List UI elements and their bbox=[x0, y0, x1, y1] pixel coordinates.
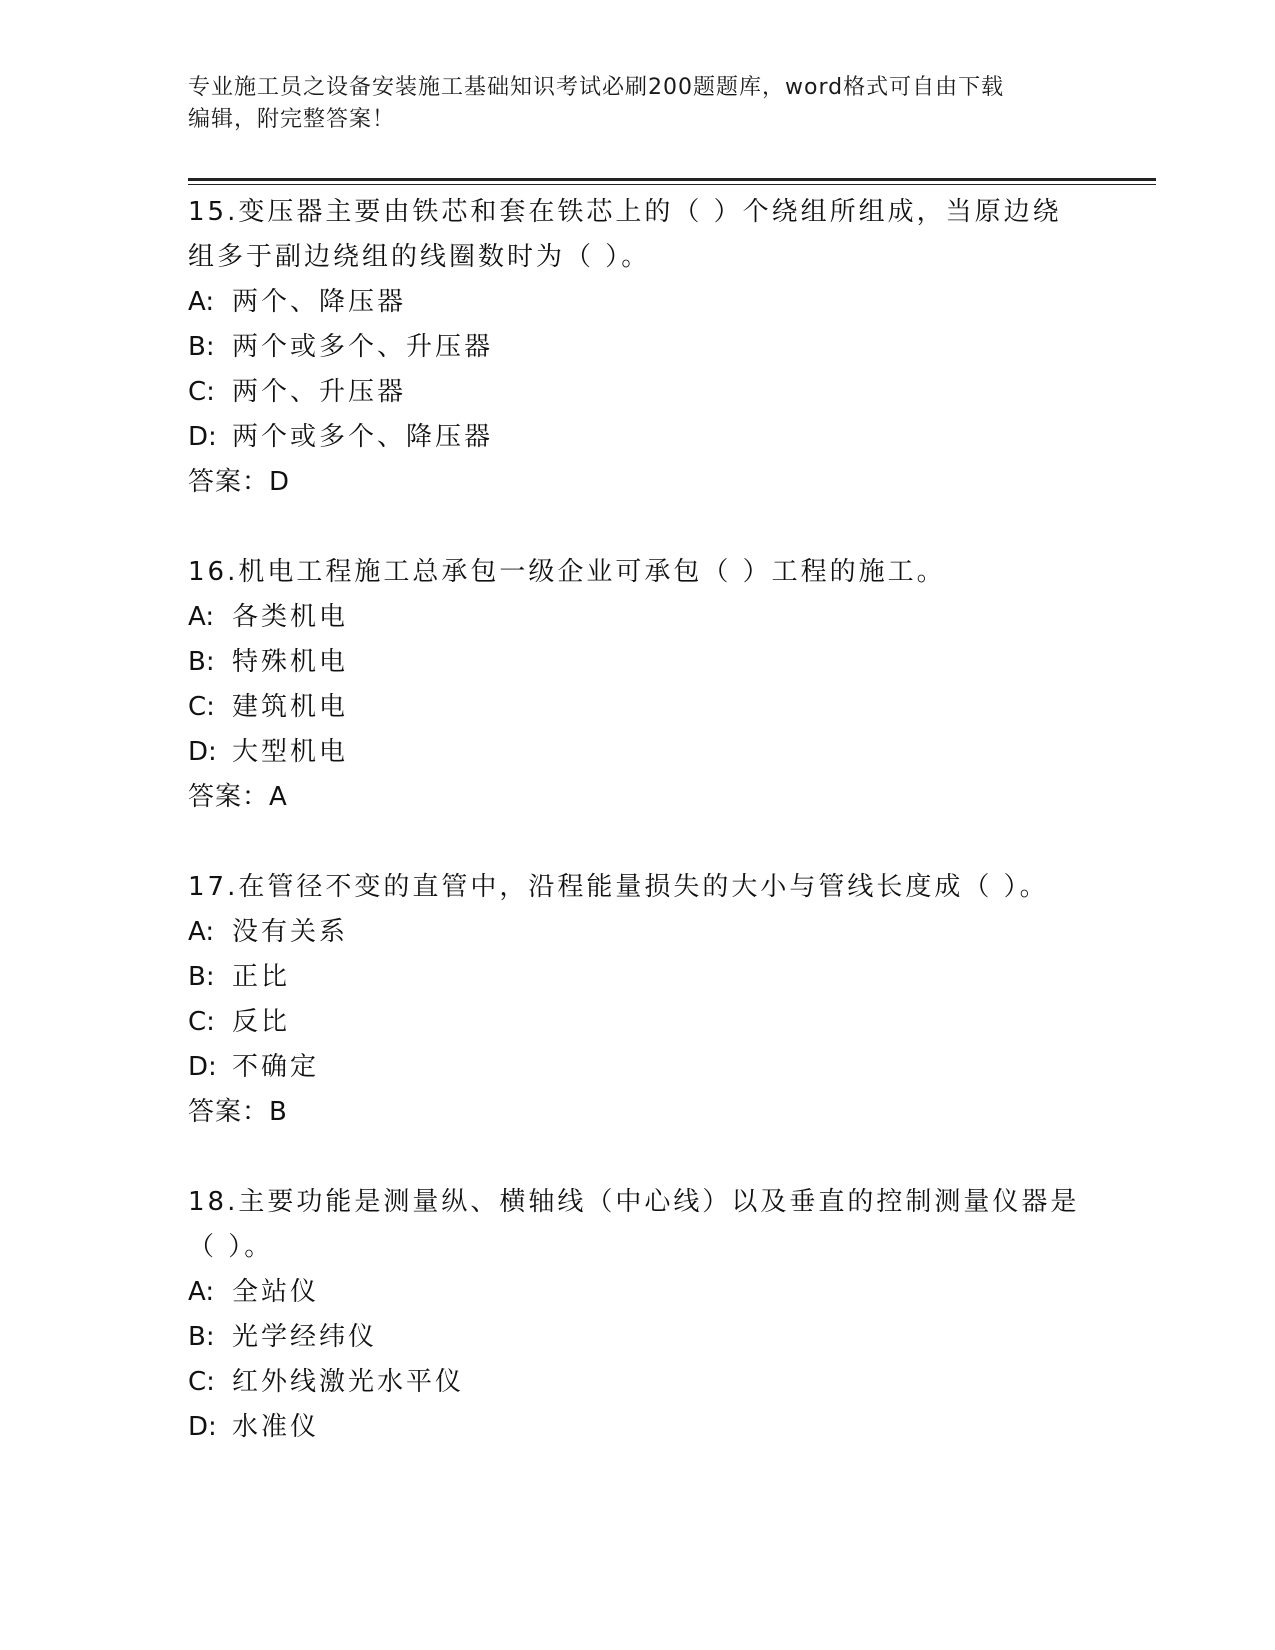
spacer bbox=[188, 1135, 1088, 1180]
option-letter: D: bbox=[188, 1412, 217, 1442]
option-b bbox=[188, 640, 1088, 685]
option-text: 两个或多个、升压器 bbox=[232, 332, 494, 362]
option-d bbox=[188, 1045, 1088, 1090]
spacer bbox=[188, 820, 1088, 865]
option-letter: B: bbox=[188, 647, 215, 677]
option-letter: B: bbox=[188, 1322, 215, 1352]
answer-line: 答案：B bbox=[188, 1097, 288, 1127]
option-text: 反比 bbox=[232, 1007, 291, 1037]
option-letter: A: bbox=[188, 1277, 215, 1307]
option-c bbox=[188, 370, 1088, 415]
answer-line: 答案：D bbox=[188, 467, 291, 497]
option-text: 光学经纬仪 bbox=[232, 1322, 378, 1352]
option-c bbox=[188, 1360, 1088, 1405]
option-d bbox=[188, 730, 1088, 775]
option-text: 不确定 bbox=[232, 1052, 320, 1082]
answer-line: 答案：A bbox=[188, 782, 288, 812]
option-b bbox=[188, 325, 1088, 370]
question-text: 18.主要功能是测量纵、横轴线（中心线）以及垂直的控制测量仪器是（ ）。 bbox=[188, 1187, 1080, 1262]
option-text: 两个、升压器 bbox=[232, 377, 407, 407]
option-d bbox=[188, 1405, 1088, 1450]
option-letter: D: bbox=[188, 737, 217, 767]
option-text: 全站仪 bbox=[232, 1277, 320, 1307]
option-letter: D: bbox=[188, 422, 217, 452]
option-text: 特殊机电 bbox=[232, 647, 349, 677]
question-text: 17.在管径不变的直管中，沿程能量损失的大小与管线长度成（ ）。 bbox=[188, 872, 1049, 902]
question-16 bbox=[188, 550, 1088, 820]
option-text: 大型机电 bbox=[232, 737, 349, 767]
question-list bbox=[188, 190, 1088, 1450]
option-letter: B: bbox=[188, 332, 215, 362]
header-line-2: 编辑，附完整答案！ bbox=[188, 107, 396, 132]
question-text: 15.变压器主要由铁芯和套在铁芯上的（ ）个绕组所组成，当原边绕组多于副边绕组的线圈数时为（ ）。 bbox=[188, 197, 1062, 272]
option-text: 各类机电 bbox=[232, 602, 349, 632]
option-c bbox=[188, 1000, 1088, 1045]
option-text: 两个或多个、降压器 bbox=[232, 422, 494, 452]
option-letter: C: bbox=[188, 1367, 215, 1397]
option-b bbox=[188, 955, 1088, 1000]
option-a bbox=[188, 595, 1088, 640]
option-letter: C: bbox=[188, 1007, 215, 1037]
header-divider-thick bbox=[188, 178, 1156, 181]
option-a bbox=[188, 910, 1088, 955]
option-letter: B: bbox=[188, 962, 215, 992]
option-letter: D: bbox=[188, 1052, 217, 1082]
option-letter: A: bbox=[188, 287, 215, 317]
option-text: 建筑机电 bbox=[232, 692, 349, 722]
option-letter: A: bbox=[188, 917, 215, 947]
option-text: 正比 bbox=[232, 962, 291, 992]
option-text: 红外线激光水平仪 bbox=[232, 1367, 465, 1397]
header-divider-thin bbox=[188, 184, 1156, 185]
option-letter: C: bbox=[188, 692, 215, 722]
option-text: 水准仪 bbox=[232, 1412, 320, 1442]
document-header bbox=[188, 72, 1068, 136]
option-letter: A: bbox=[188, 602, 215, 632]
spacer bbox=[188, 505, 1088, 550]
option-text: 两个、降压器 bbox=[232, 287, 407, 317]
option-b bbox=[188, 1315, 1088, 1360]
option-text: 没有关系 bbox=[232, 917, 349, 947]
question-17 bbox=[188, 865, 1088, 1135]
option-letter: C: bbox=[188, 377, 215, 407]
question-15 bbox=[188, 190, 1088, 505]
option-a bbox=[188, 280, 1088, 325]
question-18 bbox=[188, 1180, 1088, 1450]
question-text: 16.机电工程施工总承包一级企业可承包（ ）工程的施工。 bbox=[188, 557, 946, 587]
option-a bbox=[188, 1270, 1088, 1315]
header-line-1: 专业施工员之设备安装施工基础知识考试必刷200题题库，word格式可自由下载 bbox=[188, 75, 1005, 100]
option-d bbox=[188, 415, 1088, 460]
option-c bbox=[188, 685, 1088, 730]
